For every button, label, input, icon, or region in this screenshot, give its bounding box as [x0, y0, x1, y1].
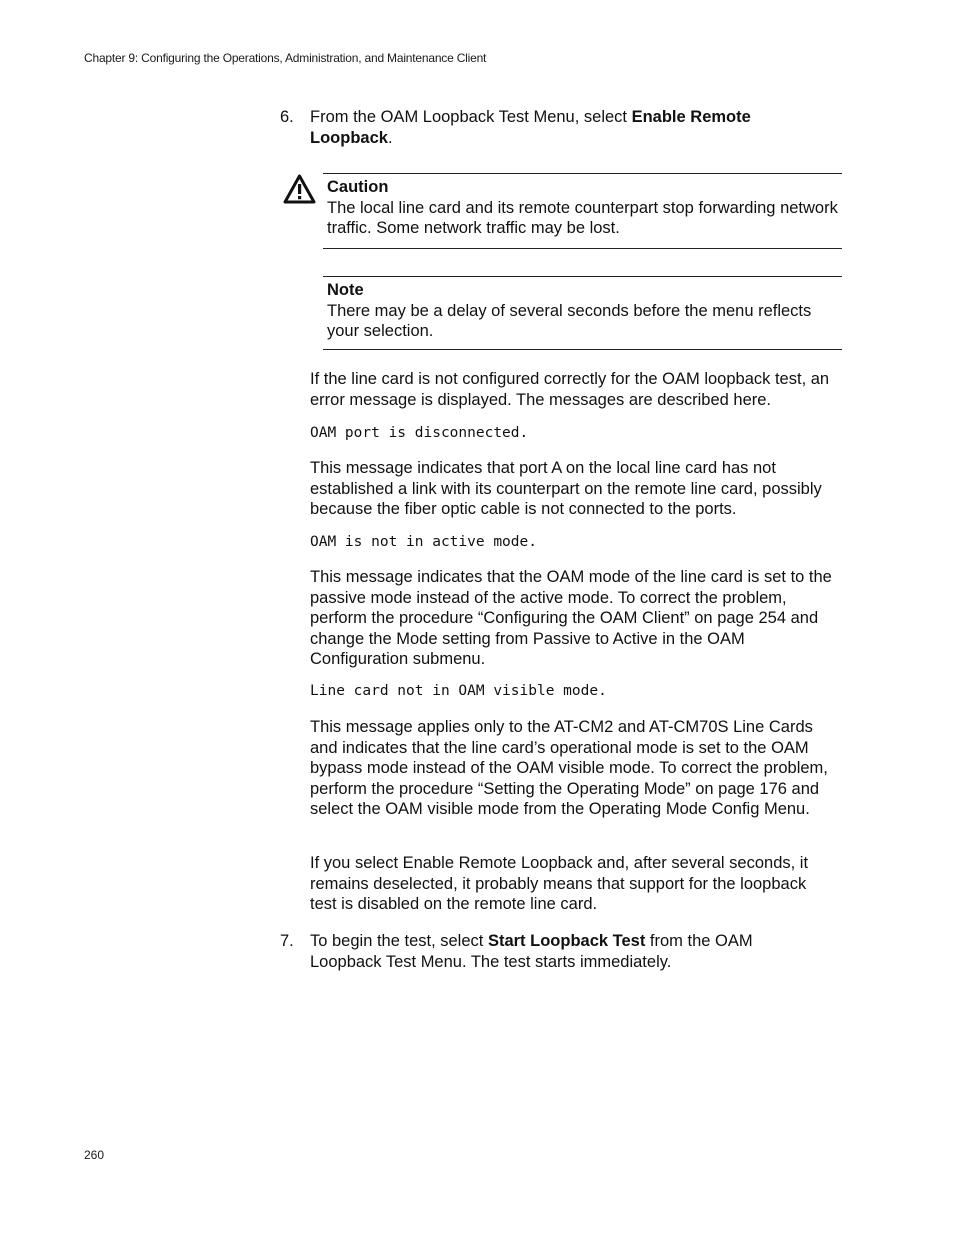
- menu-option-start-loopback-test: Start Loopback Test: [487, 932, 646, 950]
- caution-text: The local line card and its remote counterpart stop forwarding network traffic. Some network traffic may be lost.: [327, 198, 838, 237]
- step-7: [280, 931, 840, 972]
- error-message-code: OAM port is disconnected.: [310, 425, 529, 441]
- step-text-plain: From the OAM Loopback Test Menu, select: [310, 108, 632, 126]
- step-text-plain: To begin the test, select: [310, 932, 488, 950]
- step-text: [310, 931, 785, 972]
- menu-option-enable-remote-loopback: Enable Remote Loopback: [310, 108, 751, 147]
- error-description: This message indicates that the OAM mode of the line card is set to the passive mode instead of the active mode. To correct the problem, perform the procedure “Configuring the OAM Client” on page 254 and change the Mode setting from Passive to Active in the OAM Configuration submenu.: [310, 568, 832, 668]
- step-number: 7.: [280, 932, 294, 950]
- step-text-end: from the OAM Loopback Test Menu. The test starts immediately.: [310, 932, 753, 971]
- warning-triangle-icon: [283, 174, 316, 204]
- error-description: This message applies only to the AT-CM2 and AT-CM70S Line Cards and indicates that the line card’s operational mode is set to the OAM bypass mode instead of the OAM visible mode. To correct the problem, perform the procedure “Setting the Operating Mode” on page 176 and select the OAM visible mode from the Operating Mode Config Menu.: [310, 718, 828, 818]
- intro-paragraph: If the line card is not configured correctly for the OAM loopback test, an error message is displayed. The messages are described here.: [310, 370, 830, 409]
- step-6: [280, 107, 840, 148]
- step-text: [310, 107, 775, 148]
- error-message-code: OAM is not in active mode.: [310, 534, 537, 550]
- caution-title: Caution: [327, 178, 389, 196]
- note-title: Note: [327, 281, 364, 299]
- error-description: This message indicates that port A on the local line card has not established a link with its counterpart on the remote line card, possibly because the fiber optic cable is not connected to the ports.: [310, 459, 822, 518]
- error-message-code: Line card not in OAM visible mode.: [310, 683, 607, 699]
- step-number: 6.: [280, 108, 294, 126]
- page-number: 260: [84, 1148, 105, 1162]
- caution-box: [323, 173, 842, 249]
- note-box: [323, 276, 842, 350]
- note-text: There may be a delay of several seconds before the menu reflects your selection.: [327, 301, 812, 340]
- chapter-header: Chapter 9: Configuring the Operations, Administration, and Maintenance Client: [84, 51, 487, 65]
- step-text-end: .: [387, 128, 393, 147]
- deselected-paragraph: If you select Enable Remote Loopback and, after several seconds, it remains deselected, it probably means that support for the loopback test is disabled on the remote line card.: [310, 854, 809, 913]
